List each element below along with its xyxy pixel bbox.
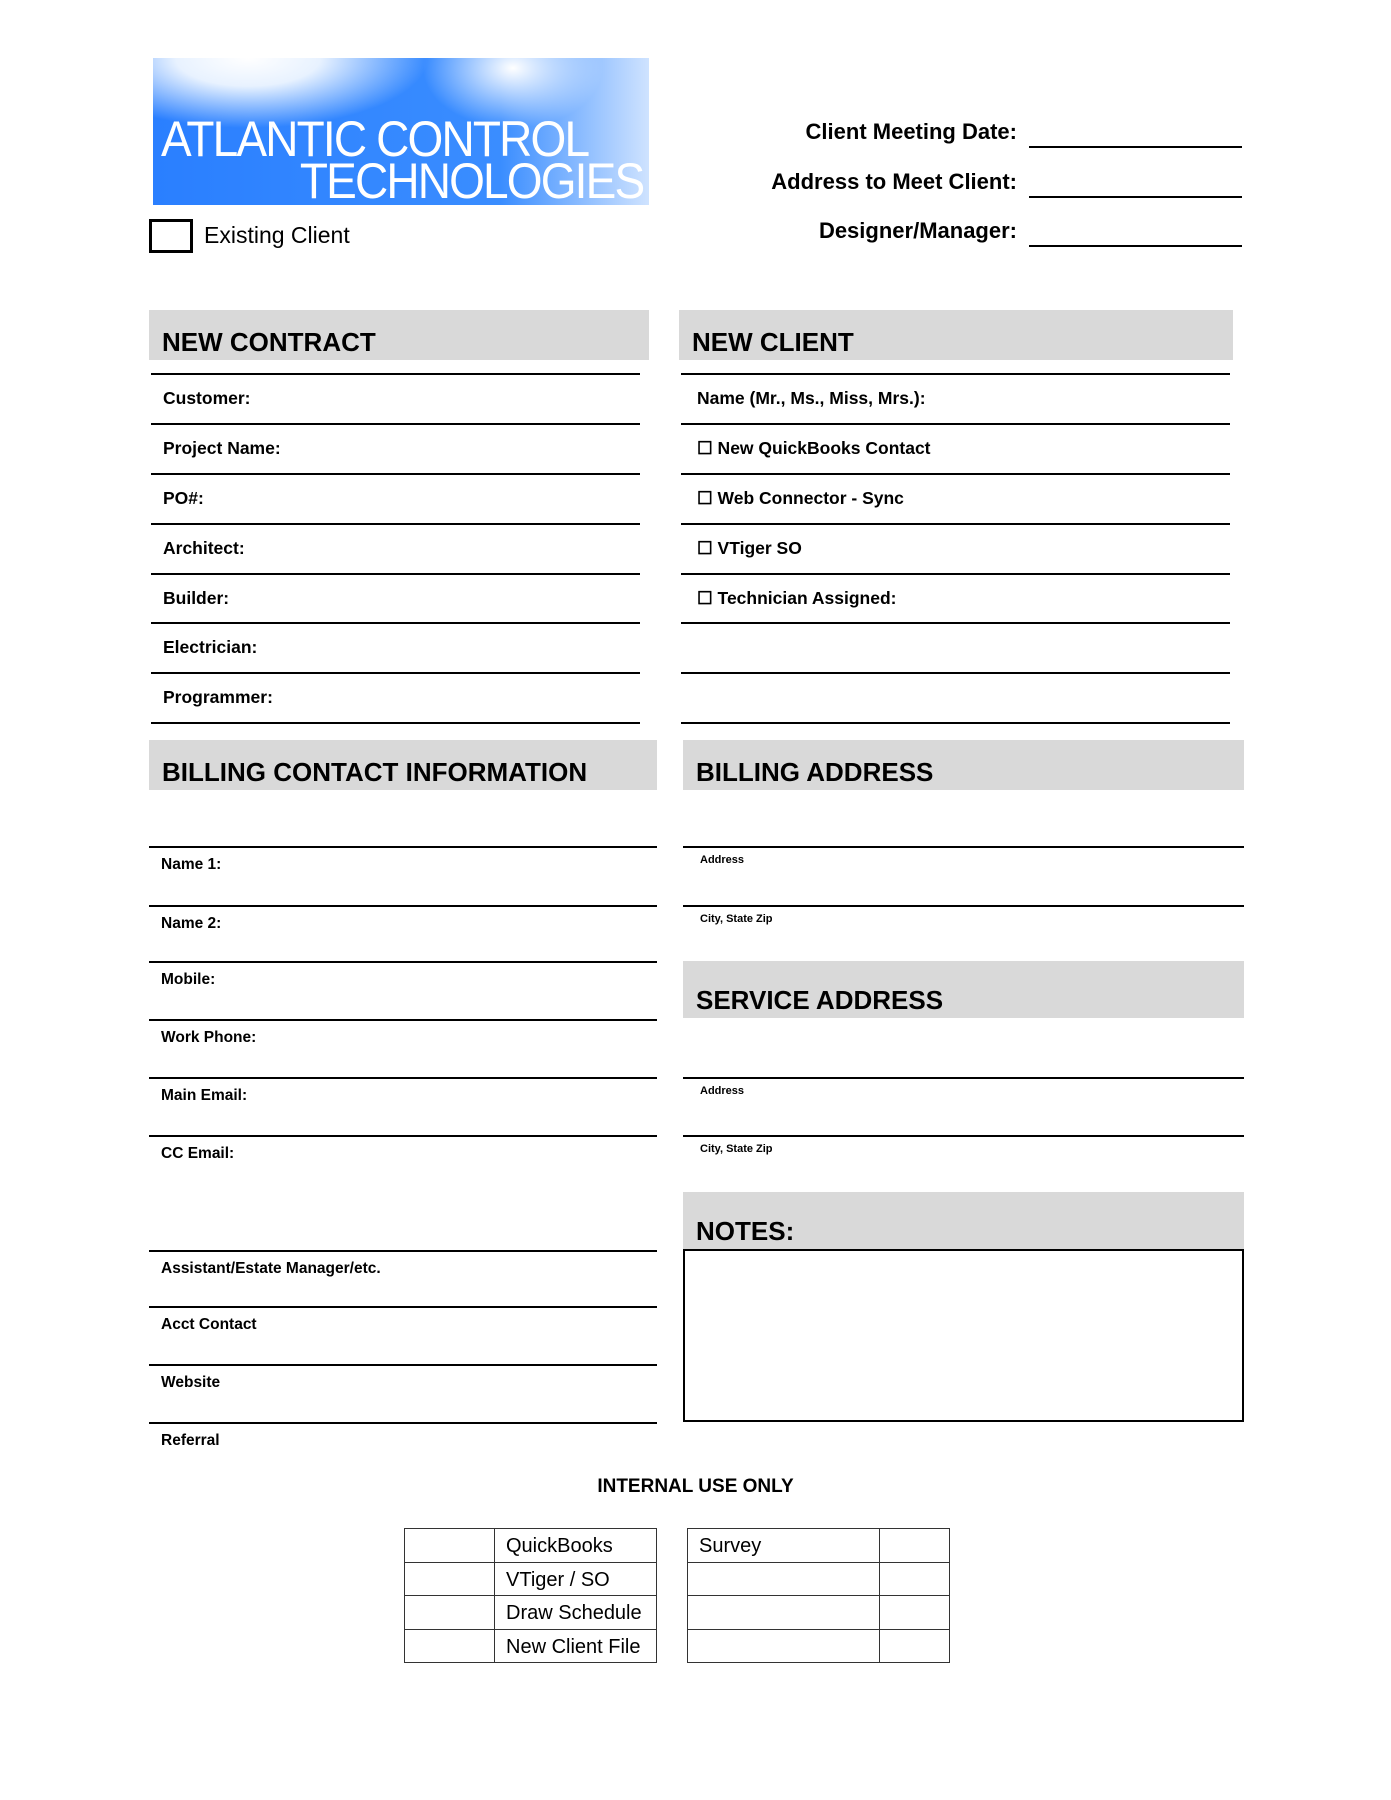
table-row [405, 1629, 657, 1663]
service-address-field-label: Address [700, 1085, 745, 1097]
billing-contact-field-label: Acct Contact [161, 1316, 257, 1333]
logo-line-1: ATLANTIC CONTROL [161, 111, 589, 167]
service-address-title: SERVICE ADDRESS [696, 985, 944, 1015]
new-contract-field-label: Project Name: [163, 438, 281, 458]
billing-field-line[interactable] [149, 961, 657, 963]
new-contract-header [149, 310, 649, 360]
address-meet-client-field[interactable] [1029, 196, 1242, 198]
designer-manager-field[interactable] [1029, 245, 1242, 247]
new-client-header [679, 310, 1233, 360]
table-row [688, 1562, 950, 1596]
billing-field-line[interactable] [149, 1019, 657, 1021]
billing-contact-field-label: Referral [161, 1432, 220, 1449]
row-line [151, 722, 640, 724]
task-cell: VTiger / SO [495, 1562, 657, 1596]
internal-use-title: INTERNAL USE ONLY [597, 1476, 794, 1497]
table-row [688, 1596, 950, 1630]
row-line [681, 373, 1230, 375]
billing-contact-field-label: Assistant/Estate Manager/etc. [161, 1260, 381, 1277]
task-cell [688, 1562, 880, 1596]
billing-address-field-label: City, State Zip [700, 913, 773, 925]
new-contract-field-label: Builder: [163, 588, 230, 608]
existing-client-label: Existing Client [204, 222, 350, 248]
billing-field-line[interactable] [149, 846, 657, 848]
billing-contact-field-label: Mobile: [161, 971, 216, 988]
new-contract-field-label: Programmer: [163, 687, 273, 707]
billing-contact-field-label: Name 2: [161, 915, 222, 932]
client-meeting-date-field[interactable] [1029, 146, 1242, 148]
table-row [405, 1596, 657, 1630]
billing-field-line[interactable] [149, 1306, 657, 1308]
billing-address-field-label: Address [700, 854, 745, 866]
billing-contact-field-label: CC Email: [161, 1145, 235, 1162]
billing-field-line[interactable] [149, 1364, 657, 1366]
new-contract-field-label: Customer: [163, 388, 251, 408]
new-contract-field-label: Electrician: [163, 637, 258, 657]
row-line [151, 473, 640, 475]
billing-contact-field-label: Name 1: [161, 856, 222, 873]
new-client-field-label: ☐ New QuickBooks Contact [697, 438, 931, 458]
check-cell[interactable] [405, 1562, 495, 1596]
check-cell[interactable] [880, 1562, 950, 1596]
logo-line-2: TECHNOLOGIES [299, 153, 643, 205]
service-address-field-label: City, State Zip [700, 1143, 773, 1155]
check-cell[interactable] [880, 1596, 950, 1630]
billing-address-line[interactable] [683, 905, 1244, 907]
task-cell: Survey [688, 1529, 880, 1563]
check-cell[interactable] [880, 1629, 950, 1663]
row-line [681, 473, 1230, 475]
new-contract-field-label: Architect: [163, 538, 245, 558]
client-meeting-date-label: Client Meeting Date: [805, 119, 1017, 144]
billing-address-title: BILLING ADDRESS [696, 757, 934, 787]
task-cell [688, 1596, 880, 1630]
row-line [681, 622, 1230, 624]
billing-address-line[interactable] [683, 846, 1244, 848]
check-cell[interactable] [405, 1629, 495, 1663]
new-client-title: NEW CLIENT [692, 327, 854, 357]
row-line [151, 622, 640, 624]
row-line [681, 573, 1230, 575]
table-row [405, 1562, 657, 1596]
internal-right-table [687, 1528, 950, 1663]
task-cell: Draw Schedule [495, 1596, 657, 1630]
row-line [151, 573, 640, 575]
billing-field-line[interactable] [149, 1422, 657, 1424]
designer-manager-label: Designer/Manager: [818, 218, 1017, 243]
row-line [681, 523, 1230, 525]
row-line [151, 373, 640, 375]
notes-header [683, 1192, 1244, 1249]
task-cell: New Client File [495, 1629, 657, 1663]
new-client-field-label: Name (Mr., Ms., Miss, Mrs.): [697, 388, 926, 408]
new-client-field-label: ☐ VTiger SO [697, 538, 802, 558]
new-client-field-label: ☐ Technician Assigned: [697, 588, 897, 608]
row-line [151, 672, 640, 674]
service-address-line[interactable] [683, 1135, 1244, 1137]
row-line [151, 423, 640, 425]
billing-field-line[interactable] [149, 1077, 657, 1079]
table-row [688, 1529, 950, 1563]
new-client-field-label: ☐ Web Connector - Sync [697, 488, 904, 508]
table-row [688, 1629, 950, 1663]
row-line [151, 523, 640, 525]
billing-field-line[interactable] [149, 905, 657, 907]
task-cell [688, 1629, 880, 1663]
check-cell[interactable] [405, 1529, 495, 1563]
billing-address-header [683, 740, 1244, 790]
service-address-line[interactable] [683, 1077, 1244, 1079]
notes-title: NOTES: [696, 1216, 795, 1246]
check-cell[interactable] [405, 1596, 495, 1630]
billing-contact-field-label: Work Phone: [161, 1029, 257, 1046]
billing-contact-field-label: Website [161, 1374, 221, 1391]
billing-field-line[interactable] [149, 1250, 657, 1252]
billing-field-line[interactable] [149, 1135, 657, 1137]
table-row [405, 1529, 657, 1563]
new-contract-field-label: PO#: [163, 488, 204, 508]
row-line [681, 722, 1230, 724]
task-cell: QuickBooks [495, 1529, 657, 1563]
billing-contact-header [149, 740, 657, 790]
row-line [681, 423, 1230, 425]
notes-box[interactable] [683, 1249, 1244, 1422]
address-meet-client-label: Address to Meet Client: [771, 169, 1017, 194]
existing-client-checkbox[interactable] [149, 219, 193, 253]
billing-contact-title: BILLING CONTACT INFORMATION [162, 757, 588, 787]
billing-contact-field-label: Main Email: [161, 1087, 248, 1104]
new-contract-title: NEW CONTRACT [162, 327, 376, 357]
company-logo [153, 58, 649, 205]
internal-left-table [404, 1528, 657, 1663]
row-line [681, 672, 1230, 674]
check-cell[interactable] [880, 1529, 950, 1563]
service-address-header [683, 961, 1244, 1018]
